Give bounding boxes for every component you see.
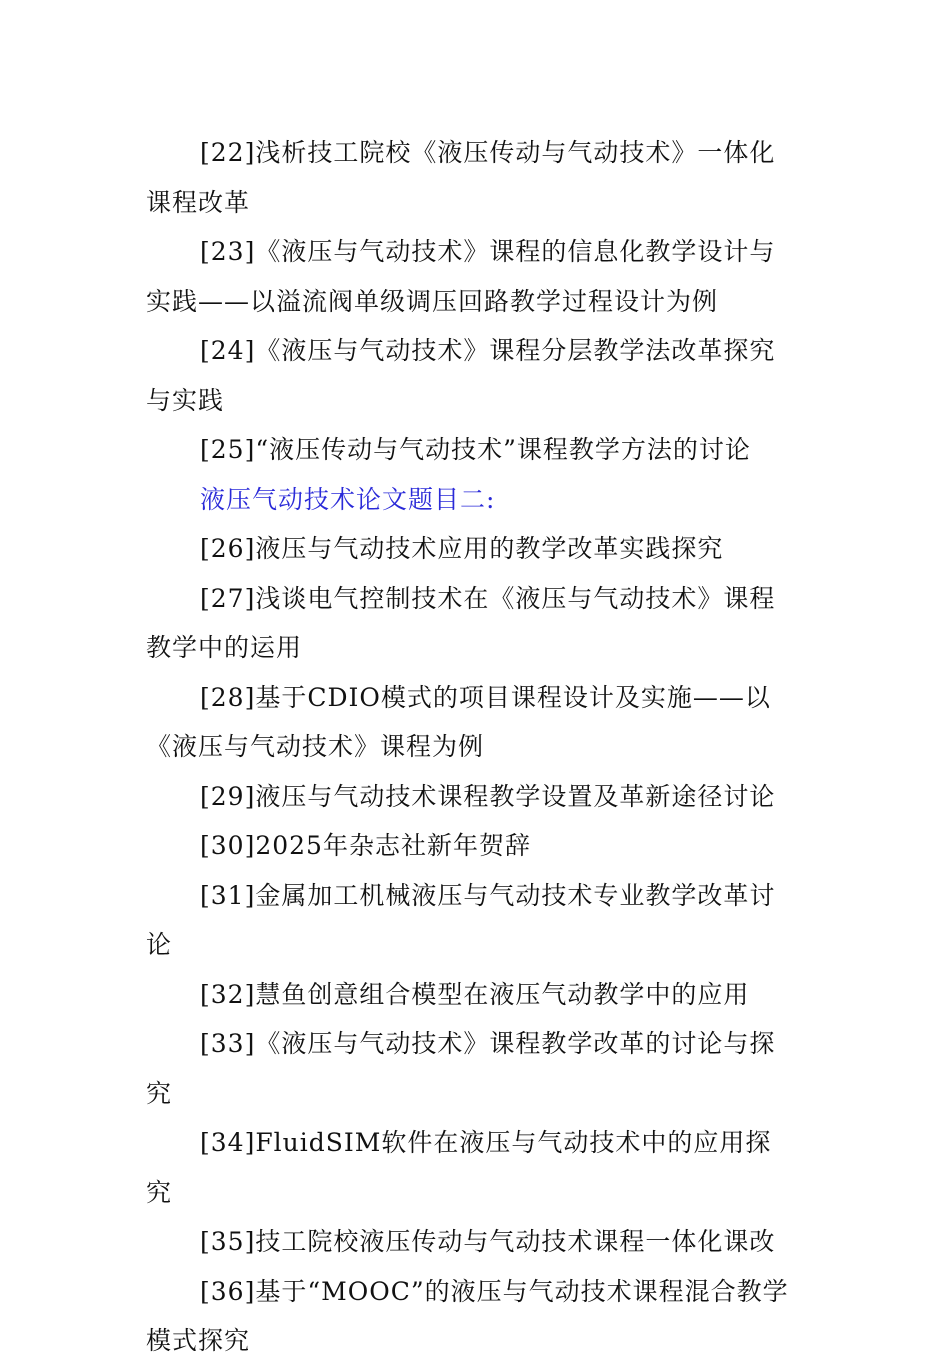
reference-item-30: [30]2025年杂志社新年贺辞: [200, 831, 531, 860]
reference-item-24: [24]《液压与气动技术》课程分层教学法改革探究与实践: [146, 336, 776, 415]
reference-item-36: [36]基于“MOOC”的液压与气动技术课程混合教学模式探究: [146, 1276, 789, 1355]
reference-item-33: [33]《液压与气动技术》课程教学改革的讨论与探究: [146, 1029, 776, 1108]
reference-item-31: [31]金属加工机械液压与气动技术专业教学改革讨论: [146, 880, 776, 959]
reference-item-34: [34]FluidSIM软件在液压与气动技术中的应用探究: [146, 1128, 772, 1207]
reference-item-25: [25]“液压传动与气动技术”课程教学方法的讨论: [200, 435, 751, 464]
section-heading: 液压气动技术论文题目二:: [200, 484, 496, 514]
reference-item-26: [26]液压与气动技术应用的教学改革实践探究: [200, 534, 724, 563]
reference-item-35: [35]技工院校液压传动与气动技术课程一体化课改: [200, 1227, 776, 1256]
reference-item-27: [27]浅谈电气控制技术在《液压与气动技术》课程教学中的运用: [146, 583, 776, 662]
reference-item-28: [28]基于CDIO模式的项目课程设计及实施——以《液压与气动技术》课程为例: [146, 682, 771, 761]
reference-item-32: [32]慧鱼创意组合模型在液压气动教学中的应用: [200, 979, 750, 1009]
reference-item-22: [22]浅析技工院校《液压传动与气动技术》一体化课程改革: [146, 138, 776, 217]
reference-list: [146, 128, 796, 1366]
reference-item-23: [23]《液压与气动技术》课程的信息化教学设计与实践——以溢流阀单级调压回路教学过程设计为例: [146, 237, 776, 316]
reference-item-29: [29]液压与气动技术课程教学设置及革新途径讨论: [200, 781, 776, 811]
